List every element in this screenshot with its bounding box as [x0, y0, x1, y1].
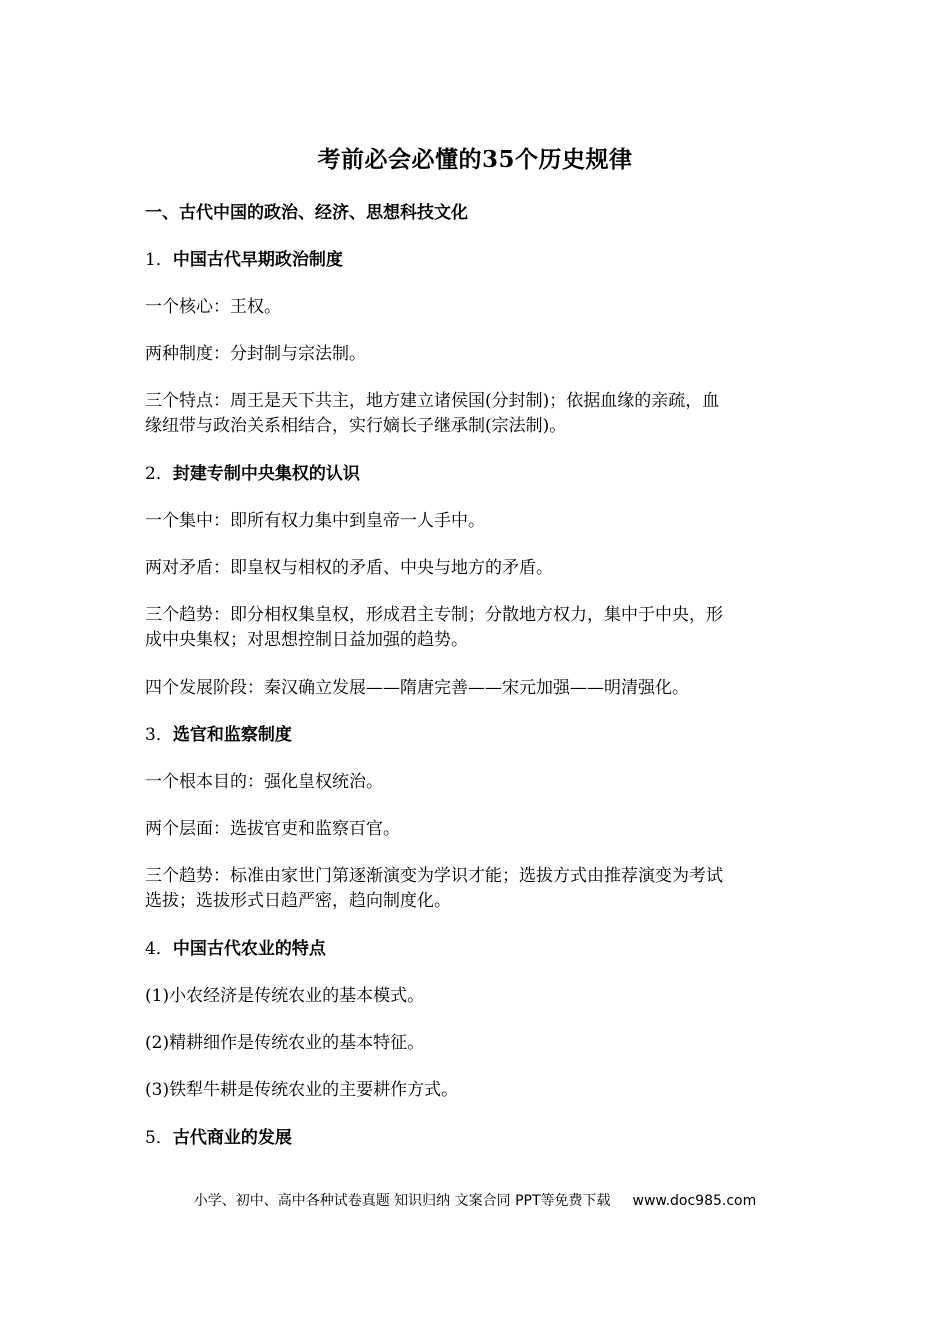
- item-heading-1: [145, 247, 805, 273]
- item-number: 3．: [145, 725, 173, 745]
- page-title: 考前必会必懂的35个历史规律: [317, 146, 633, 173]
- paragraph-line: 缘纽带与政治关系相结合，实行嫡长子继承制(宗法制)。: [145, 416, 567, 436]
- item-title: 中国古代农业的特点: [172, 939, 326, 959]
- footer-text: 小学、初中、高中各种试卷真题 知识归纳 文案合同 PPT等免费下载: [193, 1193, 611, 1209]
- paragraph-line: 选拔；选拔形式日趋严密，趋向制度化。: [145, 891, 451, 911]
- item-number: 4．: [145, 939, 173, 959]
- item-title: 封建专制中央集权的认识: [172, 464, 360, 484]
- item-heading-2: [145, 461, 805, 487]
- paragraph-line: 两种制度：分封制与宗法制。: [145, 344, 366, 364]
- paragraph-line: 成中央集权；对思想控制日益加强的趋势。: [145, 630, 468, 650]
- paragraph-line: 一个根本目的：强化皇权统治。: [145, 772, 383, 792]
- item-number: 2．: [145, 464, 173, 484]
- paragraph-line: 三个特点：周王是天下共主，地方建立诸侯国(分封制)；依据血缘的亲疏，血: [145, 391, 720, 411]
- page-footer: [0, 1190, 950, 1212]
- footer-link[interactable]: www.doc985.com: [632, 1193, 757, 1209]
- paragraph-line: 三个趋势：标准由家世门第逐渐演变为学识才能；选拔方式由推荐演变为考试: [145, 866, 723, 886]
- paragraph-line: 一个集中：即所有权力集中到皇帝一人手中。: [145, 511, 485, 531]
- paragraph-line: 两对矛盾：即皇权与相权的矛盾、中央与地方的矛盾。: [145, 558, 553, 578]
- paragraph-line: (1)小农经济是传统农业的基本模式。: [145, 986, 425, 1006]
- item-heading-4: [145, 936, 805, 962]
- item-heading-3: [145, 722, 805, 748]
- item-title: 古代商业的发展: [172, 1128, 292, 1148]
- paragraph-line: 一个核心：王权。: [145, 297, 281, 317]
- paragraph-line: 两个层面：选拔官吏和监察百官。: [145, 819, 400, 839]
- paragraph-line: (3)铁犁牛耕是传统农业的主要耕作方式。: [145, 1080, 459, 1100]
- item-number: 1．: [145, 250, 173, 270]
- item-heading-5: [145, 1125, 805, 1151]
- item-number: 5．: [145, 1128, 173, 1148]
- item-title: 选官和监察制度: [172, 725, 292, 745]
- paragraph-line: 四个发展阶段：秦汉确立发展——隋唐完善——宋元加强——明清强化。: [145, 678, 689, 698]
- paragraph-line: 三个趋势：即分相权集皇权，形成君主专制；分散地方权力，集中于中央，形: [145, 605, 723, 625]
- paragraph-line: (2)精耕细作是传统农业的基本特征。: [145, 1033, 425, 1053]
- item-title: 中国古代早期政治制度: [172, 250, 343, 270]
- section-heading: 一、古代中国的政治、经济、思想科技文化: [145, 203, 468, 223]
